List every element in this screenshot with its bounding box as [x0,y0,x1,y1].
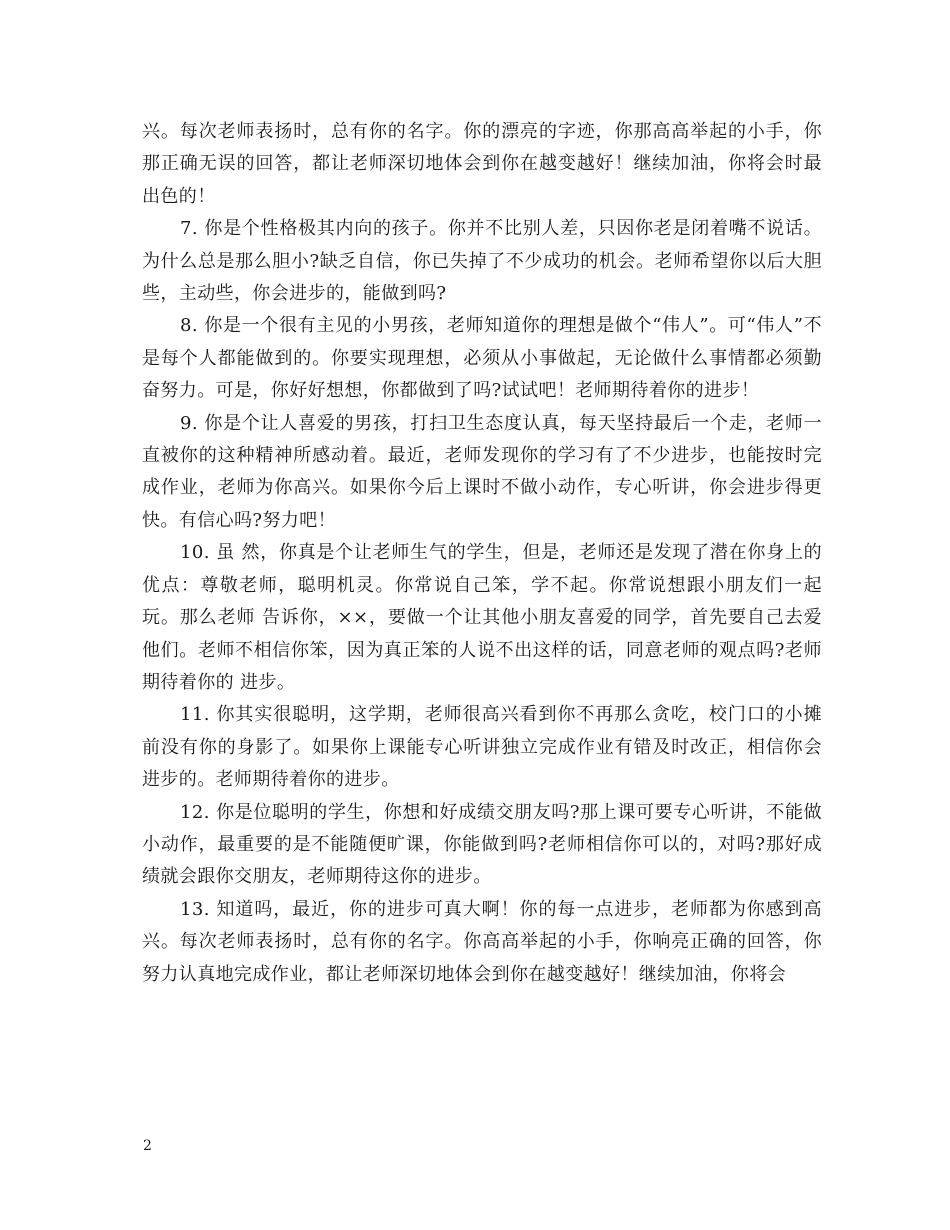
paragraph-item-11: 11. 你其实很聪明，这学期，老师很高兴看到你不再那么贪吃，校门口的小摊前没有你的身影了。如果你上课能专心听讲独立完成作业有错及时改正，相信你会进步的。老师期待着你的进步。 [142,704,822,791]
paragraph-item-9: 9. 你是个让人喜爱的男孩，打扫卫生态度认真，每天坚持最后一个走，老师一直被你的这种精神所感动着。最近，老师发现你的学习有了不少进步，也能按时完成作业，老师为你高兴。如果你今后上课时不做小动作，专心听讲，你会进步得更快。有信心吗?努力吧！ [142,412,822,531]
paragraph-item-12: 12. 你是位聪明的学生，你想和好成绩交朋友吗?那上课可要专心听讲，不能做小动作，最重要的是不能随便旷课，你能做到吗?老师相信你可以的，对吗?那好成绩就会跟你交朋友，老师期待这你的进步。 [142,801,822,888]
paragraph-item-8: 8. 你是一个很有主见的小男孩，老师知道你的理想是做个“伟人”。可“伟人”不是每个人都能做到的。你要实现理想，必须从小事做起，无论做什么事情都必须勤奋努力。可是，你好好想想，你都做到了吗?试试吧！老师期待着你的进步！ [142,315,822,402]
paragraph-continuation: 兴。每次老师表扬时，总有你的名字。你的漂亮的字迹，你那高高举起的小手，你那正确无误的回答，都让老师深切地体会到你在越变越好！继续加油，你将会时最出色的！ [142,121,822,207]
paragraph-item-10: 10. 虽 然，你真是个让老师生气的学生，但是，老师还是发现了潜在你身上的优点：尊敬老师，聪明机灵。你常说自己笨，学不起。你常说想跟小朋友们一起玩。那么老师 告诉你，××，要做一个让其他小朋友喜爱的同学，首先要自己去爱他们。老师不相信你笨，因为真正笨的人说不出这样的话，同意老师的观点吗?老师期待着你的 进步。 [142,542,822,693]
paragraph-item-7: 7. 你是个性格极其内向的孩子。你并不比别人差，只因你老是闭着嘴不说话。为什么总是那么胆小?缺乏自信，你已失掉了不少成功的机会。老师希望你以后大胆些，主动些，你会进步的，能做到吗? [142,218,822,305]
paragraph-item-13: 13. 知道吗，最近，你的进步可真大啊！你的每一点进步，老师都为你感到高兴。每次老师表扬时，总有你的名字。你高高举起的小手，你响亮正确的回答，你努力认真地完成作业，都让老师深切地体会到你在越变越好！继续加油，你将会 [142,898,822,985]
page-number: 2 [143,1138,152,1154]
document-body [142,116,822,991]
